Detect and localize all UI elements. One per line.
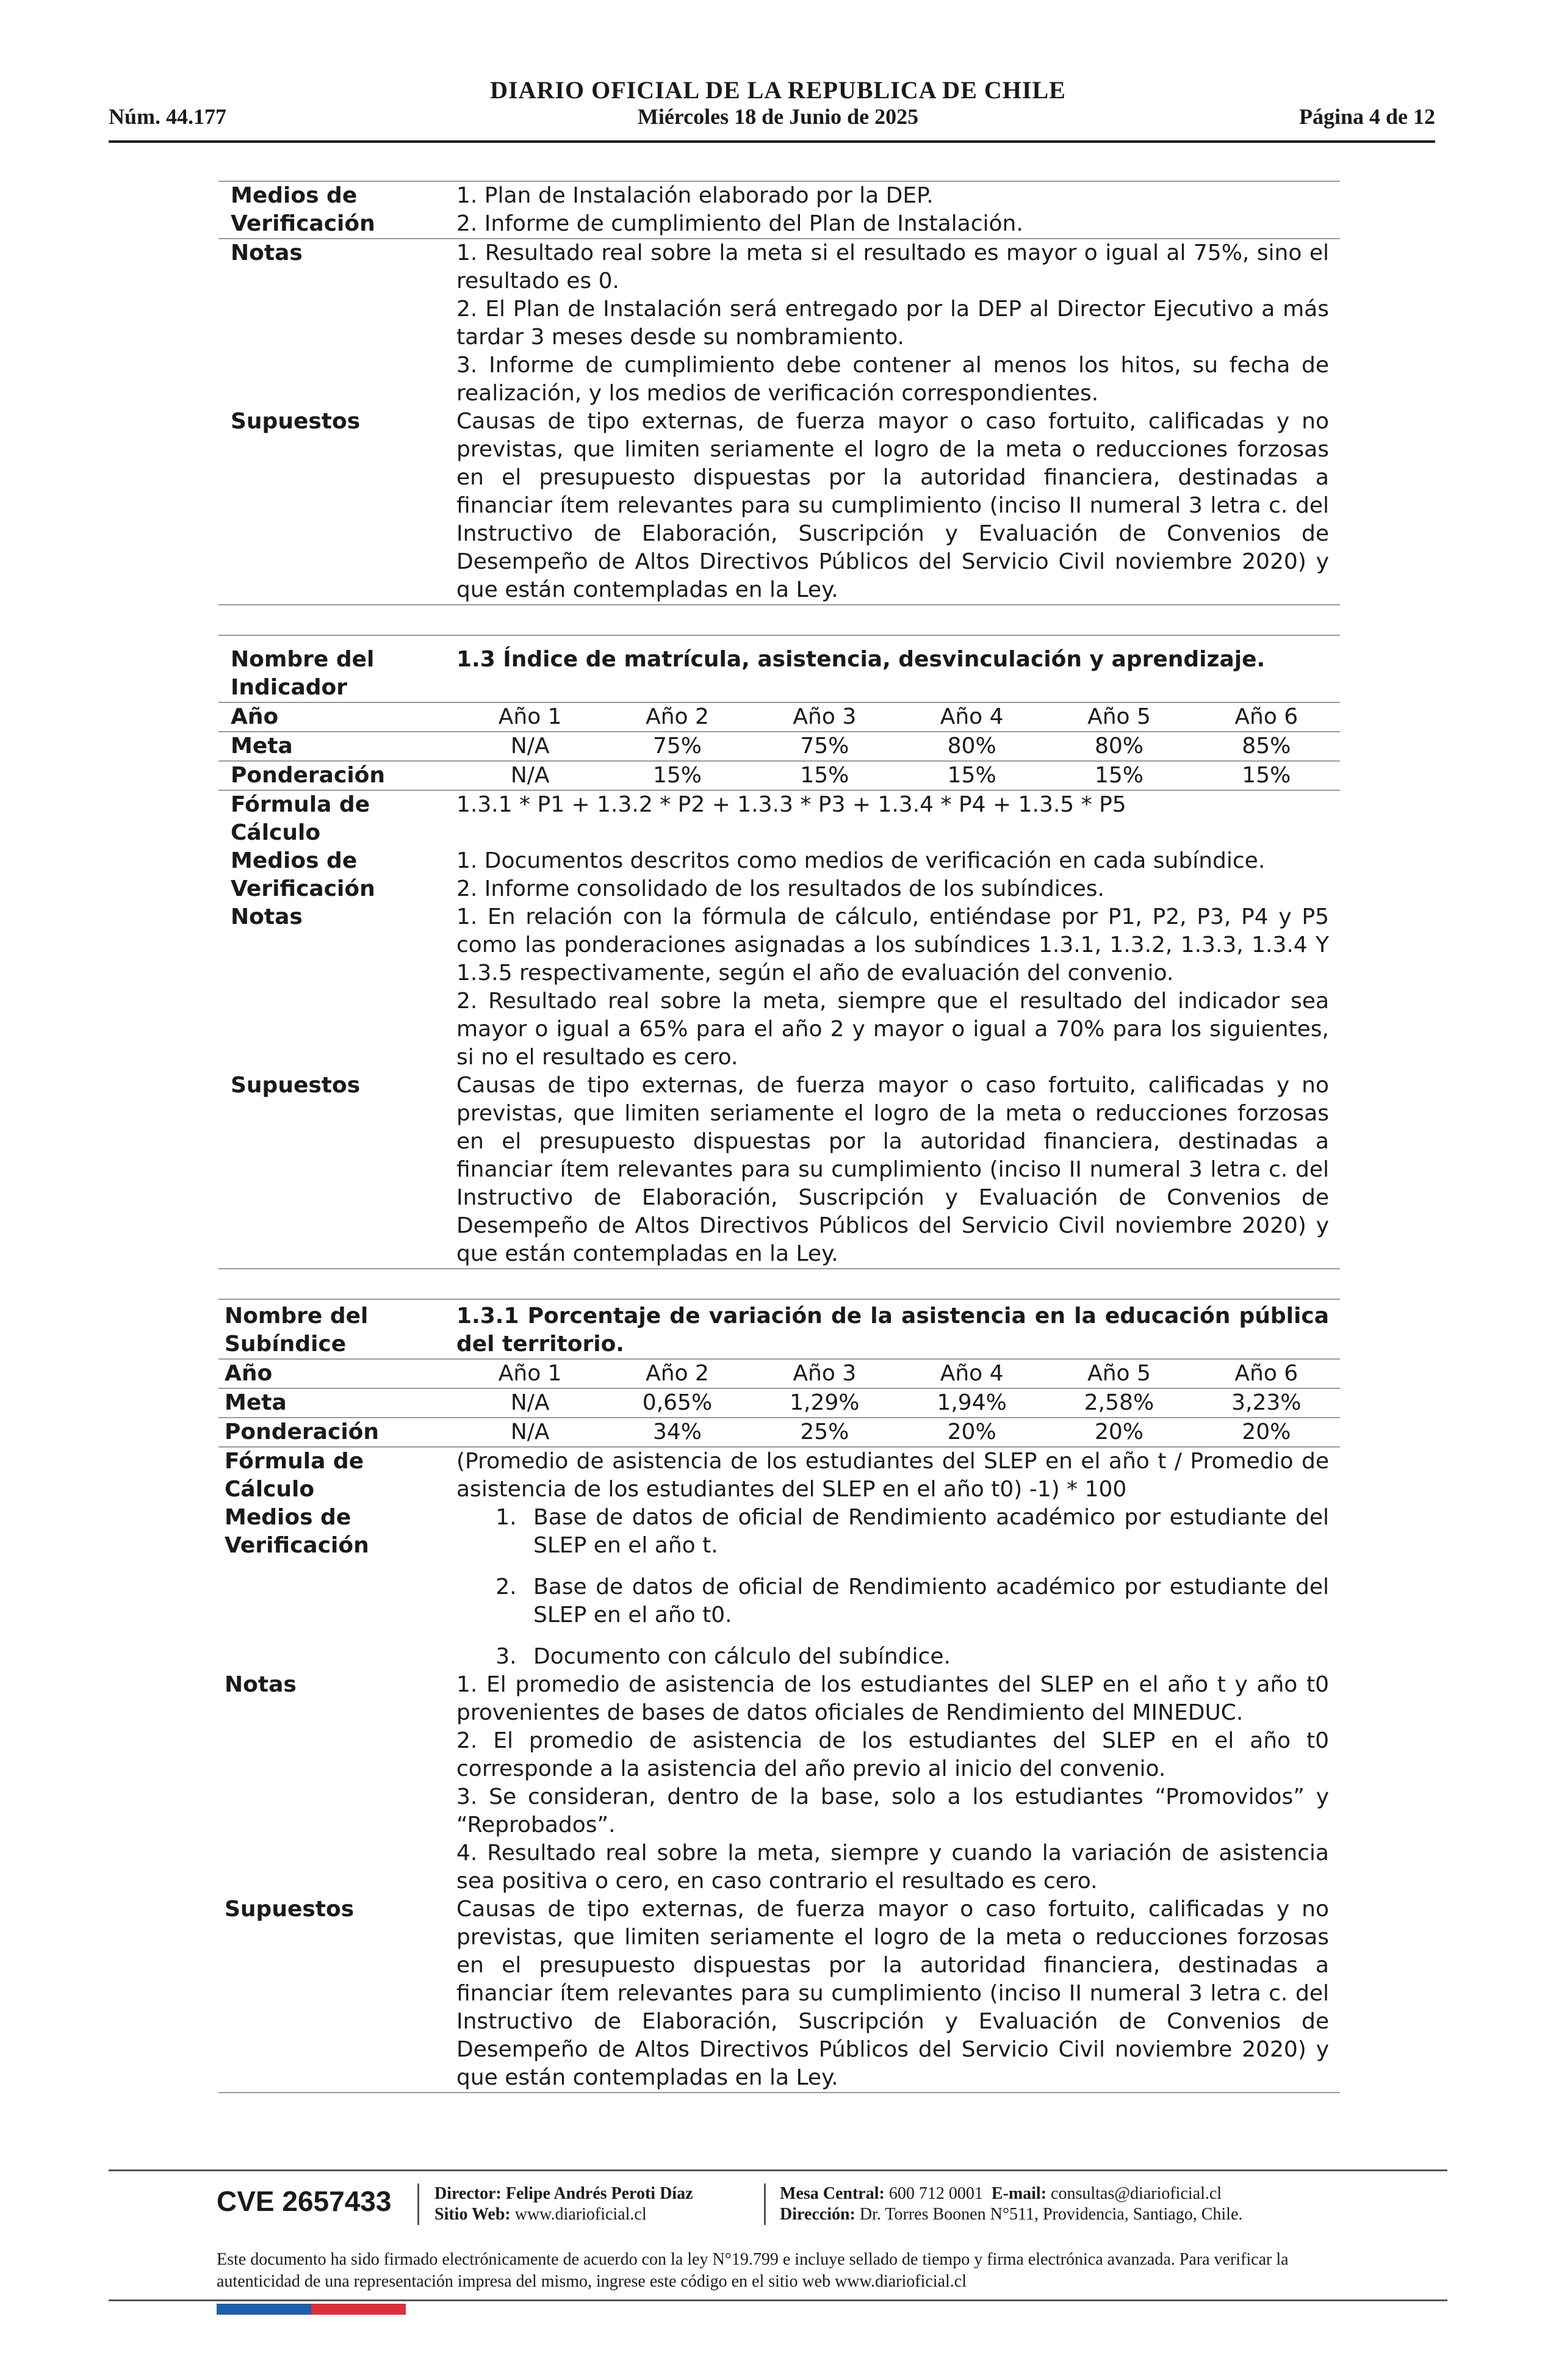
- formula: (Promedio de asistencia de los estudiantes del SLEP en el año t / Promedio de asistencia de los estudiantes del SLEP en el año t0) -1) * 100: [456, 1449, 1329, 1502]
- weight-cell: 25%: [800, 1419, 849, 1444]
- table-row: [218, 1360, 1340, 1389]
- table-row: [218, 1300, 1340, 1360]
- row-value: [456, 1671, 1340, 1895]
- meta-cell: 75%: [652, 734, 702, 759]
- year-cell: Año 5: [1087, 704, 1151, 729]
- row-value: Causas de tipo externas, de fuerza mayor o caso fortuito, calificadas y no previstas, que limiten seriamente el logro de la meta o reducciones forzosas en el presupuesto dispuestas por la autoridad financiera, destinadas a financiar ítem relevantes para su cumplimiento (inciso II numeral 3 letra c. del Instructivo de Elaboración, Suscripción y Evaluación de Convenios de Desempeño de Altos Directivos Públicos del Servicio Civil noviembre 2020) y que están contempladas en la Ley.: [456, 409, 1329, 602]
- year-cell: Año 1: [498, 704, 562, 729]
- year-cell: Año 6: [1234, 704, 1298, 729]
- row-label: Ponderación: [231, 763, 386, 788]
- footer-separator: [764, 2183, 766, 2225]
- page-number: Página 4 de 12: [1298, 104, 1435, 129]
- year-cell: Año 3: [793, 1361, 857, 1386]
- list-item: 1. Documentos descritos como medios de verificación en cada subíndice.: [456, 848, 1266, 873]
- weight-cell: N/A: [510, 1419, 550, 1444]
- verification-list: [456, 1504, 1329, 1671]
- weight-cell: 15%: [1094, 763, 1144, 788]
- table-row: [218, 903, 1340, 1072]
- table-row: [218, 239, 1340, 408]
- row-label: Supuestos: [231, 1073, 361, 1098]
- weight-cells: [456, 762, 1340, 790]
- row-label: Nombre del Indicador: [231, 647, 375, 700]
- footer-divider: [109, 2299, 1447, 2301]
- indicator-name: 1.3 Índice de matrícula, asistencia, desvinculación y aprendizaje.: [456, 647, 1266, 672]
- weight-cell: 15%: [1242, 763, 1291, 788]
- table-row: [218, 847, 1340, 903]
- list-item: 4. Resultado real sobre la meta, siempre y cuando la variación de asistencia sea positiva o cero, en caso contrario el resultado es cero.: [456, 1841, 1329, 1894]
- list-item: 1. Plan de Instalación elaborado por la DEP.: [456, 183, 934, 208]
- year-cell: Año 6: [1234, 1361, 1298, 1386]
- subindex-name: 1.3.1 Porcentaje de variación de la asistencia en la educación pública del territorio.: [456, 1304, 1329, 1357]
- table-row: [218, 791, 1340, 847]
- list-item: 1. Base de datos de oficial de Rendimiento académico por estudiante del SLEP en el año t.: [524, 1504, 1329, 1560]
- list-item: 2. El promedio de asistencia de los estudiantes del SLEP en el año t0 corresponde a la asistencia del año previo al inicio del convenio.: [456, 1728, 1329, 1781]
- weight-cell: 20%: [947, 1419, 996, 1444]
- meta-cell: 1,29%: [790, 1390, 860, 1415]
- row-label: Meta: [231, 734, 293, 759]
- address-label: Dirección:: [780, 2205, 855, 2224]
- website-link[interactable]: www.diarioficial.cl: [514, 2205, 647, 2224]
- publication-title: DIARIO OFICIAL DE LA REPUBLICA DE CHILE: [490, 76, 1066, 104]
- row-label: Supuestos: [231, 409, 361, 434]
- phone-label: Mesa Central:: [780, 2184, 885, 2203]
- meta-cell: 75%: [800, 734, 849, 759]
- weight-cell: 34%: [652, 1419, 702, 1444]
- meta-cells: [456, 732, 1340, 760]
- year-cell: Año 2: [646, 704, 709, 729]
- row-label: Nombre del Subíndice: [225, 1304, 369, 1357]
- year-cell: Año 5: [1087, 1361, 1151, 1386]
- list-item: 3. Se consideran, dentro de la base, solo a los estudiantes “Promovidos” y “Reprobados”.: [456, 1784, 1329, 1837]
- row-value: [456, 182, 1340, 238]
- list-item: 2. El Plan de Instalación será entregado por la DEP al Director Ejecutivo a más tardar 3 meses desde su nombramiento.: [456, 297, 1329, 350]
- meta-cell: 80%: [947, 734, 996, 759]
- row-value: [456, 903, 1340, 1072]
- meta-cell: 85%: [1242, 734, 1291, 759]
- flag-bar-red: [311, 2304, 406, 2315]
- row-label: Notas: [231, 904, 303, 929]
- row-label: Notas: [225, 1672, 297, 1697]
- contact-info: [780, 2183, 1242, 2225]
- row-label: Fórmula de Cálculo: [231, 792, 370, 845]
- director-info: [434, 2183, 693, 2225]
- publication-date: Miércoles 18 de Junio de 2025: [637, 104, 919, 129]
- website-label: Sitio Web:: [434, 2205, 511, 2224]
- director-name: Felipe Andrés Peroti Díaz: [505, 2184, 693, 2203]
- row-label: Medios de Verificación: [225, 1505, 369, 1558]
- row-label: Año: [231, 704, 279, 729]
- weight-cell: 20%: [1094, 1419, 1144, 1444]
- year-cells: [456, 1360, 1340, 1388]
- row-value: [456, 847, 1340, 903]
- row-label: Año: [225, 1361, 273, 1386]
- director-label: Director:: [434, 2184, 502, 2203]
- meta-cells: [456, 1389, 1340, 1417]
- year-cell: Año 4: [940, 704, 1004, 729]
- list-item: 1. En relación con la fórmula de cálculo, entiéndase por P1, P2, P3, P4 y P5 como las ponderaciones asignadas a los subíndices 1.3.1, 1.3.2, 1.3.3, 1.3.4 Y 1.3.5 respectivamente, según el año de evaluación del convenio.: [456, 904, 1329, 986]
- weight-cell: 15%: [800, 763, 849, 788]
- table-row: [218, 1671, 1340, 1895]
- meta-cell: 80%: [1094, 734, 1144, 759]
- weight-cell: N/A: [510, 763, 550, 788]
- issue-number: Núm. 44.177: [109, 104, 227, 129]
- meta-cell: 2,58%: [1084, 1390, 1154, 1415]
- row-value: [456, 239, 1340, 408]
- row-value: Causas de tipo externas, de fuerza mayor o caso fortuito, calificadas y no previstas, que limiten seriamente el logro de la meta o reducciones forzosas en el presupuesto dispuestas por la autoridad financiera, destinadas a financiar ítem relevantes para su cumplimiento (inciso II numeral 3 letra c. del Instructivo de Elaboración, Suscripción y Evaluación de Convenios de Desempeño de Altos Directivos Públicos del Servicio Civil noviembre 2020) y que están contempladas en la Ley.: [456, 1897, 1329, 2090]
- address: Dr. Torres Boonen N°511, Providencia, Santiago, Chile.: [859, 2205, 1243, 2224]
- formula: 1.3.1 * P1 + 1.3.2 * P2 + 1.3.3 * P3 + 1.3.4 * P4 + 1.3.5 * P5: [456, 792, 1126, 817]
- list-item: 3. Informe de cumplimiento debe contener al menos los hitos, su fecha de realización, y los medios de verificación correspondientes.: [456, 353, 1329, 406]
- list-item: 1. Resultado real sobre la meta si el resultado es mayor o igual al 75%, sino el resultado es 0.: [456, 240, 1329, 294]
- spacer: [218, 605, 1340, 636]
- header-divider: [109, 140, 1435, 143]
- meta-cell: 1,94%: [937, 1390, 1007, 1415]
- table-row: [218, 181, 1340, 239]
- footer-separator: [417, 2183, 419, 2225]
- row-label: Ponderación: [225, 1419, 380, 1444]
- row-label: Medios de Verificación: [231, 848, 375, 901]
- row-value: [456, 1504, 1340, 1671]
- weight-cell: 15%: [652, 763, 702, 788]
- table-row: [218, 1448, 1340, 1504]
- meta-cell: N/A: [510, 1390, 550, 1415]
- table-row: [218, 408, 1340, 605]
- meta-cell: 3,23%: [1231, 1390, 1302, 1415]
- table-row: [218, 762, 1340, 791]
- year-cells: [456, 703, 1340, 731]
- row-value: Causas de tipo externas, de fuerza mayor o caso fortuito, calificadas y no previstas, que limiten seriamente el logro de la meta o reducciones forzosas en el presupuesto dispuestas por la autoridad financiera, destinadas a financiar ítem relevantes para su cumplimiento (inciso II numeral 3 letra c. del Instructivo de Elaboración, Suscripción y Evaluación de Convenios de Desempeño de Altos Directivos Públicos del Servicio Civil noviembre 2020) y que están contempladas en la Ley.: [456, 1073, 1329, 1266]
- cve-code: CVE 2657433: [217, 2185, 392, 2217]
- list-item: 1. El promedio de asistencia de los estudiantes del SLEP en el año t y año t0 provenientes de bases de datos oficiales de Rendimiento del MINEDUC.: [456, 1672, 1329, 1725]
- row-label: Supuestos: [225, 1897, 355, 1922]
- table-row: [218, 703, 1340, 732]
- year-cell: Año 1: [498, 1361, 562, 1386]
- row-label: Medios de Verificación: [231, 183, 375, 236]
- weight-cells: [456, 1418, 1340, 1446]
- email-label: E-mail:: [991, 2184, 1047, 2203]
- table-row: [218, 636, 1340, 703]
- weight-cell: 20%: [1242, 1419, 1291, 1444]
- spacer: [218, 1269, 1340, 1300]
- year-cell: Año 3: [793, 704, 857, 729]
- year-cell: Año 4: [940, 1361, 1004, 1386]
- flag-bar-blue: [217, 2304, 311, 2315]
- meta-cell: 0,65%: [642, 1390, 713, 1415]
- row-label: Notas: [231, 240, 303, 265]
- phone-number: 600 712 0001: [888, 2184, 983, 2203]
- table-row: [218, 1072, 1340, 1269]
- table-block-1: [218, 181, 1340, 2093]
- table-row: [218, 1418, 1340, 1448]
- weight-cell: 15%: [947, 763, 996, 788]
- email-link[interactable]: consultas@diarioficial.cl: [1051, 2184, 1222, 2203]
- year-cell: Año 2: [646, 1361, 709, 1386]
- table-row: [218, 1504, 1340, 1671]
- list-item: 2. Resultado real sobre la meta, siempre que el resultado del indicador sea mayor o igual a 65% para el año 2 y mayor o igual a 70% para los siguientes, si no el resultado es cero.: [456, 989, 1329, 1070]
- table-row: [218, 1389, 1340, 1418]
- table-row: [218, 732, 1340, 762]
- footer-divider: [109, 2169, 1447, 2171]
- row-label: Fórmula de Cálculo: [225, 1449, 364, 1502]
- table-row: [218, 1895, 1340, 2093]
- meta-cell: N/A: [510, 734, 550, 759]
- list-item: 3. Documento con cálculo del subíndice.: [524, 1643, 1329, 1671]
- row-label: Meta: [225, 1390, 287, 1415]
- list-item: 2. Informe consolidado de los resultados de los subíndices.: [456, 876, 1104, 901]
- list-item: 2. Informe de cumplimiento del Plan de Instalación.: [456, 211, 1023, 236]
- legal-notice: Este documento ha sido firmado electrónicamente de acuerdo con la ley N°19.799 e incluye sellado de tiempo y firma electrónica avanzada. Para verificar la autenticidad de una representación impresa del mismo, ingrese este código en el sitio web www.diarioficial.cl: [217, 2250, 1289, 2291]
- list-item: 2. Base de datos de oficial de Rendimiento académico por estudiante del SLEP en el año t0.: [524, 1573, 1329, 1629]
